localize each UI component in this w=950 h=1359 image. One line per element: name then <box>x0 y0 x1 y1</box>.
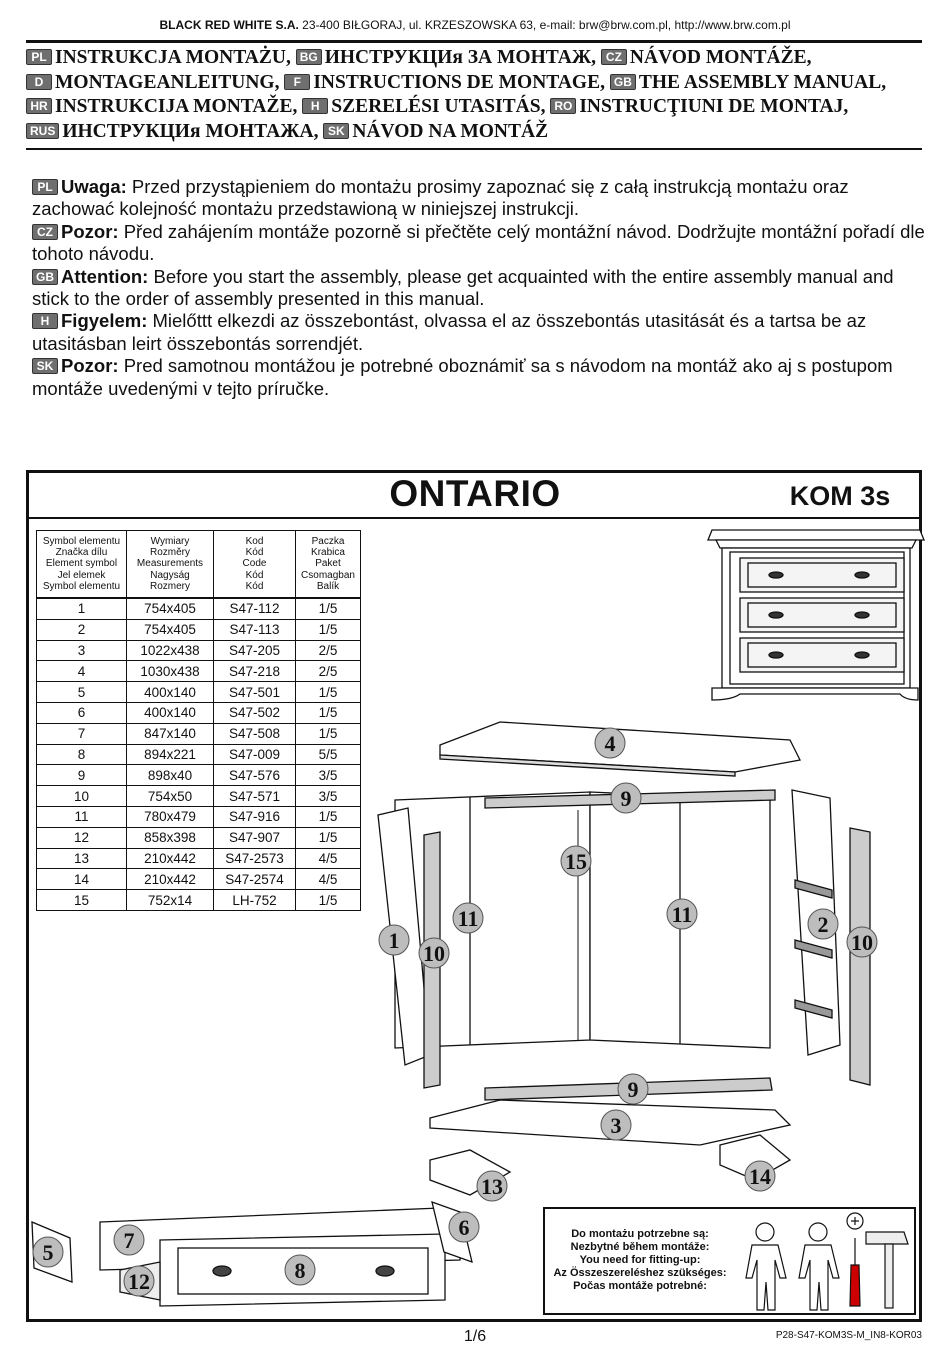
title-text: SZERELÉSI UTASITÁS, <box>331 96 546 117</box>
warning-text: Mielőttt elkezdi az összebontást, olvassa el az összebontás utasitását és a tartsa be az utasitásban leirt összebontás sorrendjét. <box>32 310 867 354</box>
part-number-label: 10 <box>851 930 873 955</box>
table-cell: 754x405 <box>127 619 214 640</box>
language-badge: D <box>26 74 52 90</box>
table-cell: S47-502 <box>214 702 296 723</box>
part-number-label: 12 <box>128 1269 150 1294</box>
table-cell: 5 <box>37 682 127 703</box>
table-cell: S47-907 <box>214 827 296 848</box>
part-number-label: 1 <box>388 928 400 953</box>
table-cell: 754x405 <box>127 598 214 619</box>
table-cell: 1/5 <box>296 598 361 619</box>
part-number-label: 13 <box>481 1174 503 1199</box>
tools-line: Nezbytné během montáže: <box>570 1241 710 1253</box>
header-text: Paczka <box>311 535 345 547</box>
title-text: NÁVOD NA MONTÁŽ <box>352 120 549 142</box>
language-badge: BG <box>296 49 322 65</box>
warning-label: Uwaga: <box>61 176 127 197</box>
title-text: INSTRUCTIONS DE MONTAGE, <box>313 71 605 93</box>
table-cell: S47-112 <box>214 598 296 619</box>
part-number-callout <box>477 1171 507 1201</box>
table-cell: 10 <box>37 786 127 807</box>
title-text: ИНСТРУКЦИя МОНТАЖА, <box>62 120 319 142</box>
header-text: Kód <box>245 569 264 581</box>
part-number-label: 6 <box>458 1215 470 1240</box>
table-cell: S47-501 <box>214 682 296 703</box>
part-number-callout <box>379 925 409 955</box>
table-cell: 3/5 <box>296 786 361 807</box>
part-number-callout <box>847 927 877 957</box>
part-number-label: 15 <box>565 849 587 874</box>
title-text: NÁVOD MONTÁŽE, <box>629 47 812 68</box>
table-cell: 4 <box>37 661 127 682</box>
table-cell: 400x140 <box>127 682 214 703</box>
table-cell: 1022x438 <box>127 640 214 661</box>
document-code: P28-S47-KOM3S-M_IN8-KOR03 <box>775 1330 922 1341</box>
warning-text: Before you start the assembly, please get acquainted with the entire assembly manual and stick to the order of assembly presented in this manual. <box>32 265 894 310</box>
part-number-callout <box>561 846 591 876</box>
header-text: Symbol elementu <box>42 580 121 592</box>
part-number-callout <box>611 783 641 813</box>
company-name: BLACK RED WHITE S.A. <box>159 18 299 32</box>
table-cell: 12 <box>37 827 127 848</box>
part-number-label: 9 <box>627 1077 639 1102</box>
warning-label: Figyelem: <box>61 310 148 332</box>
part-number-callout <box>453 903 483 933</box>
language-badge: H <box>302 98 328 114</box>
tools-line: Az Összeszereléshez szükséges: <box>553 1267 727 1279</box>
table-cell: 13 <box>37 848 127 869</box>
part-number-label: 7 <box>123 1228 135 1253</box>
table-cell: 898x40 <box>127 765 214 786</box>
table-cell: 1/5 <box>296 702 361 723</box>
tools-line: You need for fitting-up: <box>579 1254 701 1266</box>
language-badge: F <box>284 74 310 90</box>
part-number-label: 8 <box>294 1258 306 1283</box>
table-cell: 752x14 <box>127 890 214 911</box>
language-badge: SK <box>323 123 349 139</box>
tools-line: Počas montáže potrebné: <box>573 1280 707 1292</box>
table-cell: S47-576 <box>214 765 296 786</box>
header-text: Csomagban <box>301 569 355 581</box>
title-text: INSTRUKCIJA MONTAŽE, <box>55 96 298 117</box>
header-text: Kód <box>245 580 264 592</box>
header-text: Krabica <box>311 547 345 559</box>
table-cell: 847x140 <box>127 723 214 744</box>
part-number-label: 4 <box>604 731 616 756</box>
warning-text: Před zahájením montáže pozorně si přečtěte celý montážní návod. Dodržujte montážní pořadí dle tohoto návodu. <box>32 220 925 265</box>
header-text: Jel elemek <box>57 569 106 581</box>
title-text: INSTRUCŢIUNI DE MONTAJ, <box>579 96 849 117</box>
table-cell: 2 <box>37 619 127 640</box>
header-text: Measurements <box>136 558 204 570</box>
language-badge: RO <box>550 98 576 114</box>
part-number-label: 2 <box>817 912 829 937</box>
part-number-label: 14 <box>749 1164 771 1189</box>
language-badge: HR <box>26 98 52 114</box>
header-text: Kod <box>245 535 264 547</box>
part-number-callout <box>808 909 838 939</box>
header-text: Rozmery <box>149 580 190 592</box>
required-tools-text <box>544 1228 736 1293</box>
table-cell: S47-205 <box>214 640 296 661</box>
table-cell: 210x442 <box>127 869 214 890</box>
title-text: ИНСТРУКЦИя ЗА МОНТАЖ, <box>324 47 597 68</box>
table-cell: 14 <box>37 869 127 890</box>
language-badge: RUS <box>26 123 59 139</box>
header-text: Balík <box>316 580 340 592</box>
part-number-callout <box>745 1161 775 1191</box>
language-badge: H <box>32 313 58 329</box>
table-cell: 780x479 <box>127 806 214 827</box>
table-cell: 1/5 <box>296 806 361 827</box>
header-text: Nagyság <box>150 569 190 581</box>
part-number-label: 11 <box>671 902 693 927</box>
table-cell: S47-113 <box>214 619 296 640</box>
title-text: THE ASSEMBLY MANUAL, <box>638 71 887 93</box>
table-cell: 4/5 <box>296 869 361 890</box>
table-cell: 2/5 <box>296 640 361 661</box>
table-cell: 15 <box>37 890 127 911</box>
table-cell: 1/5 <box>296 890 361 911</box>
part-number-label: 3 <box>610 1113 622 1138</box>
table-cell: 858x398 <box>127 827 214 848</box>
part-number-callout <box>667 899 697 929</box>
language-badge: GB <box>610 74 636 90</box>
header-text: Značka dílu <box>55 547 108 559</box>
table-cell: 1/5 <box>296 723 361 744</box>
warning-label: Pozor: <box>61 220 119 242</box>
part-number-callout <box>449 1212 479 1242</box>
language-badge: SK <box>32 358 58 374</box>
table-cell: 4/5 <box>296 848 361 869</box>
warning-label: Pozor: <box>61 355 119 377</box>
company-address: 23-400 BIŁGORAJ, ul. KRZESZOWSKA 63, e-mail: brw@brw.com.pl, http://www.brw.com.pl <box>298 18 791 32</box>
table-cell: 11 <box>37 806 127 827</box>
part-number-callout <box>618 1074 648 1104</box>
language-badge: PL <box>32 179 58 195</box>
warning-text: Przed przystąpieniem do montażu prosimy zapoznać się z całą instrukcją montażu oraz zachować kolejność montażu przedstawioną w niniejszej instrukcji. <box>32 176 849 220</box>
title-text: MONTAGEANLEITUNG, <box>55 71 280 93</box>
tools-line: Do montażu potrzebne są: <box>571 1228 709 1240</box>
part-number-callout <box>601 1110 631 1140</box>
table-cell: 894x221 <box>127 744 214 765</box>
header-text: Wymiary <box>150 535 190 547</box>
table-cell: 9 <box>37 765 127 786</box>
table-cell: S47-508 <box>214 723 296 744</box>
table-cell: 1030x438 <box>127 661 214 682</box>
part-number-label: 11 <box>457 906 479 931</box>
header-text: Kód <box>245 547 264 559</box>
header-text: Element symbol <box>45 558 118 570</box>
table-cell: S47-2574 <box>214 869 296 890</box>
table-cell: 1 <box>37 598 127 619</box>
warning-text: Pred samotnou montážou je potrebné oboznámiť sa s návodom na montáž ako aj s postupom montáže uvedenými v tejto príručke. <box>32 355 893 399</box>
product-name: ONTARIO <box>389 473 561 514</box>
part-number-callout <box>114 1225 144 1255</box>
page-number: 1/6 <box>463 1328 487 1345</box>
table-cell: 400x140 <box>127 702 214 723</box>
product-code: KOM 3s <box>789 481 891 511</box>
table-cell: 210x442 <box>127 848 214 869</box>
table-cell: 754x50 <box>127 786 214 807</box>
part-number-label: 5 <box>42 1240 54 1265</box>
table-cell: 1/5 <box>296 682 361 703</box>
header-text: Rozměry <box>149 547 190 559</box>
table-cell: S47-218 <box>214 661 296 682</box>
table-cell: 3 <box>37 640 127 661</box>
drawer-handle <box>213 1266 231 1276</box>
part-number-callout <box>33 1237 63 1267</box>
title-text: INSTRUKCJA MONTAŻU, <box>55 47 291 68</box>
table-cell: S47-916 <box>214 806 296 827</box>
part-number-label: 10 <box>423 941 445 966</box>
drawer-handle <box>376 1266 394 1276</box>
table-cell: 2/5 <box>296 661 361 682</box>
part-number-callout <box>124 1266 154 1296</box>
warning-label: Attention: <box>61 265 149 287</box>
language-badge: CZ <box>601 49 627 65</box>
table-cell: S47-2573 <box>214 848 296 869</box>
table-cell: 1/5 <box>296 827 361 848</box>
table-cell: 6 <box>37 702 127 723</box>
header-text: Symbol elementu <box>42 535 121 547</box>
table-cell: 3/5 <box>296 765 361 786</box>
table-cell: LH-752 <box>214 890 296 911</box>
assembled-dresser-illustration <box>708 530 924 700</box>
part-number-label: 9 <box>620 786 632 811</box>
header-text: Paket <box>315 558 341 570</box>
table-cell: 8 <box>37 744 127 765</box>
language-badge: PL <box>26 49 52 65</box>
part-number-callout <box>595 728 625 758</box>
header-text: Code <box>242 558 267 570</box>
table-cell: 1/5 <box>296 619 361 640</box>
part-number-callout <box>419 938 449 968</box>
table-cell: 7 <box>37 723 127 744</box>
table-cell: S47-009 <box>214 744 296 765</box>
language-badge: CZ <box>32 224 58 240</box>
part-number-callout <box>285 1255 315 1285</box>
table-cell: 5/5 <box>296 744 361 765</box>
language-badge: GB <box>32 269 58 285</box>
table-cell: S47-571 <box>214 786 296 807</box>
